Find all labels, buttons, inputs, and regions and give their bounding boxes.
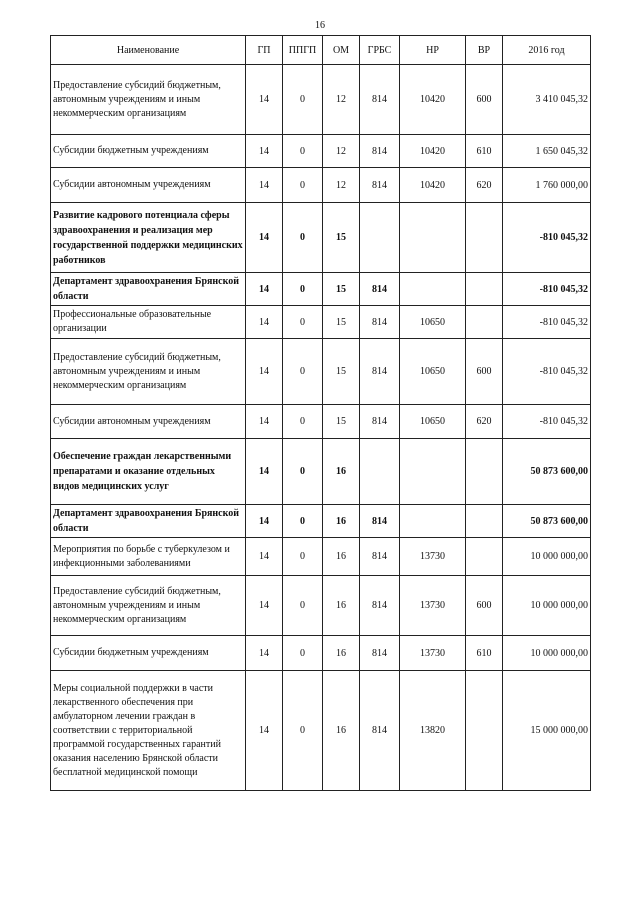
cell-amount: 15 000 000,00 [503, 671, 591, 791]
cell-om: 15 [323, 306, 360, 339]
cell-om: 16 [323, 636, 360, 671]
cell-grbs: 814 [360, 671, 400, 791]
table-row [51, 439, 591, 505]
cell-nr: 10650 [400, 306, 466, 339]
cell-amount: -810 045,32 [503, 339, 591, 405]
cell-vr: 610 [466, 135, 503, 168]
cell-om: 12 [323, 135, 360, 168]
cell-nr: 10650 [400, 339, 466, 405]
cell-nr [400, 439, 466, 505]
cell-grbs: 814 [360, 339, 400, 405]
cell-amount: 1 760 000,00 [503, 168, 591, 203]
cell-name: Департамент здравоохранения Брянской области [51, 273, 246, 306]
cell-amount: 3 410 045,32 [503, 65, 591, 135]
cell-name: Субсидии автономным учреждениям [51, 168, 246, 203]
cell-gp: 14 [246, 405, 283, 439]
cell-vr: 610 [466, 636, 503, 671]
cell-grbs: 814 [360, 576, 400, 636]
cell-grbs: 814 [360, 306, 400, 339]
cell-vr: 600 [466, 576, 503, 636]
cell-gp: 14 [246, 65, 283, 135]
table-row [51, 576, 591, 636]
cell-ppgp: 0 [283, 273, 323, 306]
column-header-name: Наименование [51, 36, 246, 65]
cell-gp: 14 [246, 538, 283, 576]
cell-ppgp: 0 [283, 339, 323, 405]
column-header-vr: ВР [466, 36, 503, 65]
cell-om: 15 [323, 273, 360, 306]
cell-gp: 14 [246, 505, 283, 538]
table-row [51, 671, 591, 791]
cell-amount: -810 045,32 [503, 203, 591, 273]
cell-vr [466, 538, 503, 576]
cell-amount: 10 000 000,00 [503, 538, 591, 576]
cell-om: 16 [323, 576, 360, 636]
cell-name: Меры социальной поддержки в части лекарственного обеспечения при амбулаторном лечении граждан в соответствии с территориальной программой государственных гарантий оказания населению Брянской области бесплатной медицинской помощи [51, 671, 246, 791]
cell-nr: 13820 [400, 671, 466, 791]
cell-grbs: 814 [360, 273, 400, 306]
cell-ppgp: 0 [283, 65, 323, 135]
cell-amount: 1 650 045,32 [503, 135, 591, 168]
column-header-gp: ГП [246, 36, 283, 65]
cell-gp: 14 [246, 636, 283, 671]
table-row [51, 273, 591, 306]
cell-gp: 14 [246, 273, 283, 306]
cell-nr [400, 505, 466, 538]
cell-name: Мероприятия по борьбе с туберкулезом и инфекционными заболеваниями [51, 538, 246, 576]
cell-name: Предоставление субсидий бюджетным, автономным учреждениям и иным некоммерческим организациям [51, 339, 246, 405]
cell-ppgp: 0 [283, 439, 323, 505]
column-header-amount: 2016 год [503, 36, 591, 65]
cell-gp: 14 [246, 671, 283, 791]
cell-name: Субсидии автономным учреждениям [51, 405, 246, 439]
cell-gp: 14 [246, 135, 283, 168]
cell-nr: 13730 [400, 636, 466, 671]
cell-vr: 600 [466, 65, 503, 135]
cell-grbs: 814 [360, 65, 400, 135]
cell-ppgp: 0 [283, 168, 323, 203]
cell-om: 15 [323, 405, 360, 439]
table-row [51, 135, 591, 168]
cell-gp: 14 [246, 306, 283, 339]
cell-ppgp: 0 [283, 405, 323, 439]
cell-vr: 620 [466, 405, 503, 439]
cell-vr [466, 505, 503, 538]
column-header-grbs: ГРБС [360, 36, 400, 65]
cell-nr: 13730 [400, 538, 466, 576]
cell-ppgp: 0 [283, 636, 323, 671]
cell-nr [400, 273, 466, 306]
cell-nr: 13730 [400, 576, 466, 636]
cell-amount: -810 045,32 [503, 306, 591, 339]
table-row [51, 306, 591, 339]
column-header-om: ОМ [323, 36, 360, 65]
cell-grbs: 814 [360, 135, 400, 168]
cell-nr: 10420 [400, 65, 466, 135]
cell-grbs: 814 [360, 636, 400, 671]
table-row [51, 538, 591, 576]
cell-ppgp: 0 [283, 306, 323, 339]
cell-name: Развитие кадрового потенциала сферы здравоохранения и реализация мер государственной поддержки медицинских работников [51, 203, 246, 273]
cell-grbs: 814 [360, 168, 400, 203]
cell-name: Субсидии бюджетным учреждениям [51, 135, 246, 168]
cell-vr [466, 439, 503, 505]
cell-ppgp: 0 [283, 135, 323, 168]
column-header-nr: НР [400, 36, 466, 65]
table-row [51, 65, 591, 135]
cell-ppgp: 0 [283, 505, 323, 538]
cell-gp: 14 [246, 339, 283, 405]
cell-grbs: 814 [360, 405, 400, 439]
cell-om: 12 [323, 168, 360, 203]
cell-om: 12 [323, 65, 360, 135]
budget-table [50, 35, 591, 791]
cell-om: 15 [323, 203, 360, 273]
cell-vr: 600 [466, 339, 503, 405]
cell-name: Предоставление субсидий бюджетным, автономным учреждениям и иным некоммерческим организациям [51, 65, 246, 135]
cell-name: Обеспечение граждан лекарственными препаратами и оказание отдельных видов медицинских услуг [51, 439, 246, 505]
cell-om: 15 [323, 339, 360, 405]
cell-gp: 14 [246, 168, 283, 203]
cell-amount: 10 000 000,00 [503, 636, 591, 671]
cell-grbs [360, 203, 400, 273]
table-row [51, 339, 591, 405]
cell-nr: 10420 [400, 168, 466, 203]
header-row [51, 36, 591, 65]
cell-vr [466, 306, 503, 339]
cell-grbs: 814 [360, 505, 400, 538]
cell-name: Департамент здравоохранения Брянской области [51, 505, 246, 538]
cell-nr: 10420 [400, 135, 466, 168]
cell-nr [400, 203, 466, 273]
cell-om: 16 [323, 439, 360, 505]
cell-gp: 14 [246, 576, 283, 636]
cell-amount: 50 873 600,00 [503, 439, 591, 505]
cell-amount: 50 873 600,00 [503, 505, 591, 538]
cell-ppgp: 0 [283, 538, 323, 576]
cell-amount: -810 045,32 [503, 273, 591, 306]
cell-vr: 620 [466, 168, 503, 203]
column-header-ppgp: ППГП [283, 36, 323, 65]
cell-name: Предоставление субсидий бюджетным, автономным учреждениям и иным некоммерческим организациям [51, 576, 246, 636]
cell-grbs [360, 439, 400, 505]
cell-amount: 10 000 000,00 [503, 576, 591, 636]
cell-ppgp: 0 [283, 671, 323, 791]
cell-ppgp: 0 [283, 576, 323, 636]
cell-om: 16 [323, 538, 360, 576]
cell-name: Субсидии бюджетным учреждениям [51, 636, 246, 671]
cell-gp: 14 [246, 203, 283, 273]
cell-name: Профессиональные образовательные организации [51, 306, 246, 339]
page-number: 16 [315, 20, 325, 31]
cell-nr: 10650 [400, 405, 466, 439]
table-row [51, 168, 591, 203]
cell-amount: -810 045,32 [503, 405, 591, 439]
cell-gp: 14 [246, 439, 283, 505]
cell-om: 16 [323, 671, 360, 791]
cell-ppgp: 0 [283, 203, 323, 273]
cell-vr [466, 273, 503, 306]
cell-vr [466, 203, 503, 273]
table-row [51, 203, 591, 273]
table-row [51, 505, 591, 538]
table-row [51, 636, 591, 671]
cell-om: 16 [323, 505, 360, 538]
cell-vr [466, 671, 503, 791]
table-row [51, 405, 591, 439]
cell-grbs: 814 [360, 538, 400, 576]
